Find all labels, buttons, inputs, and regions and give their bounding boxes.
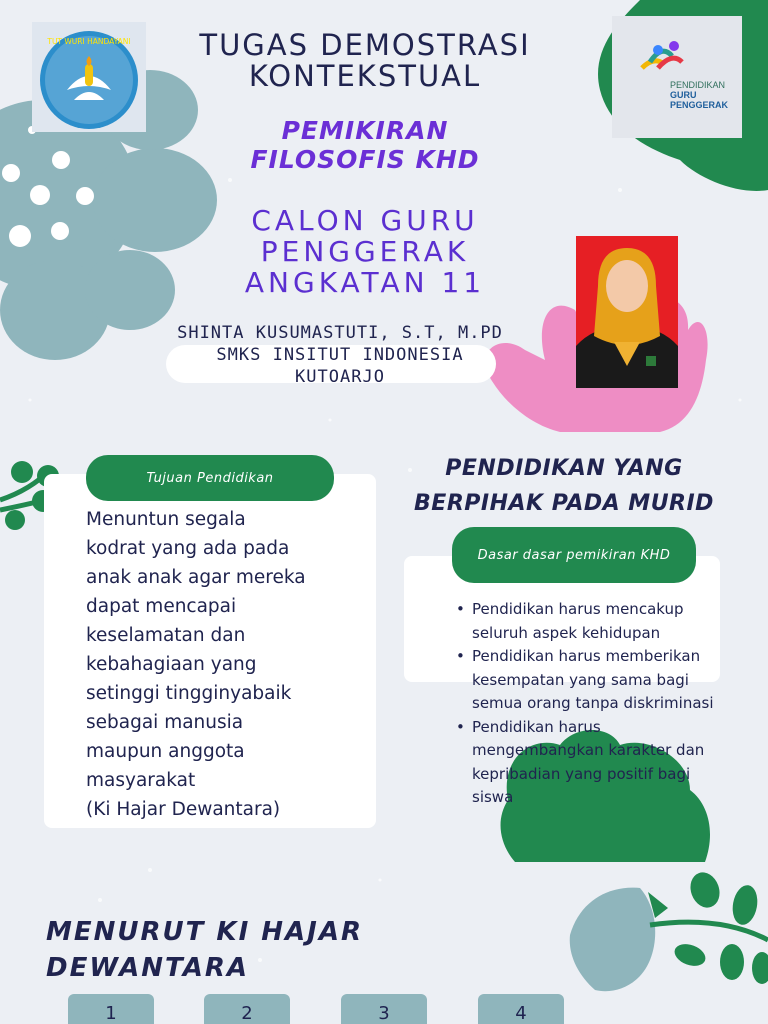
page-title xyxy=(150,30,580,92)
tujuan-label: Tujuan Pendidikan xyxy=(86,455,334,501)
tujuan-line: (Ki Hajar Dewantara) xyxy=(86,799,281,820)
author-photo xyxy=(576,236,678,388)
brand-line: PENGGERAK xyxy=(670,100,729,110)
brand-line: GURU xyxy=(670,90,697,100)
page-subtitle xyxy=(200,116,530,174)
teal-leaf-bottom xyxy=(570,888,655,992)
tujuan-line: anak anak agar mereka xyxy=(86,567,306,588)
tujuan-line: keselamatan dan xyxy=(86,625,246,646)
author-city: KUTOARJO xyxy=(295,367,385,387)
subtitle-line: FILOSOFIS KHD xyxy=(250,145,480,174)
brand-text xyxy=(670,80,728,110)
tujuan-line: setinggi tingginyabaik xyxy=(86,683,292,704)
tujuan-line: kebahagiaan yang xyxy=(86,654,257,675)
guru-penggerak-logo xyxy=(612,16,742,138)
pendidikan-heading xyxy=(404,451,724,521)
tujuan-text xyxy=(86,505,376,824)
title-line: KONTEKSTUAL xyxy=(248,59,482,93)
author-name: SHINTA KUSUMASTUTI, S.T, M.PD xyxy=(177,323,503,343)
tujuan-line: dapat mencapai xyxy=(86,596,237,617)
number-tab-4[interactable]: 4 xyxy=(478,994,564,1024)
tujuan-line: masyarakat xyxy=(86,770,196,791)
program-line: CALON GURU xyxy=(251,204,479,237)
subtitle-line: PEMIKIRAN xyxy=(281,116,449,145)
number-tab-1[interactable]: 1 xyxy=(68,994,154,1024)
tujuan-line: Menuntun segala xyxy=(86,509,246,530)
menurut-heading: MENURUT KI HAJAR DEWANTARA xyxy=(46,917,363,983)
kemendikbud-logo xyxy=(32,22,146,132)
heading-line: PENDIDIKAN YANG xyxy=(445,456,683,481)
number-tab-2[interactable]: 2 xyxy=(204,994,290,1024)
guru-penggerak-emblem xyxy=(612,16,742,86)
green-fern-bottom xyxy=(648,868,768,984)
program-line: PENGGERAK xyxy=(260,235,470,268)
dasar-label: Dasar dasar pemikiran KHD xyxy=(452,527,696,583)
list-item: • Pendidikan harus mengembangkan karakter dan kepribadian yang positif bagi siswa xyxy=(454,716,716,810)
author-school: SMKS INSITUT INDONESIA xyxy=(216,345,464,365)
title-line: TUGAS DEMOSTRASI xyxy=(199,28,531,62)
brand-line: PENDIDIKAN xyxy=(670,80,726,90)
list-item: • Pendidikan harus memberikan kesempatan yang sama bagi semua orang tanpa diskriminasi xyxy=(454,645,716,716)
dasar-list xyxy=(454,598,716,810)
program-title xyxy=(200,205,530,298)
tut-wuri-handayani-emblem xyxy=(32,22,146,132)
tujuan-line: kodrat yang ada pada xyxy=(86,538,290,559)
list-item: • Pendidikan harus mencakup seluruh aspek kehidupan xyxy=(454,598,716,645)
tujuan-line: maupun anggota xyxy=(86,741,245,762)
program-line: ANGKATAN 11 xyxy=(244,266,486,299)
tujuan-line: sebagai manusia xyxy=(86,712,244,733)
portrait-illustration xyxy=(576,236,678,388)
number-tab-3[interactable]: 3 xyxy=(341,994,427,1024)
author-block xyxy=(150,322,530,388)
motto-text: TUT WURI HANDAYANI xyxy=(47,37,131,46)
heading-line: BERPIHAK PADA MURID xyxy=(414,491,714,516)
